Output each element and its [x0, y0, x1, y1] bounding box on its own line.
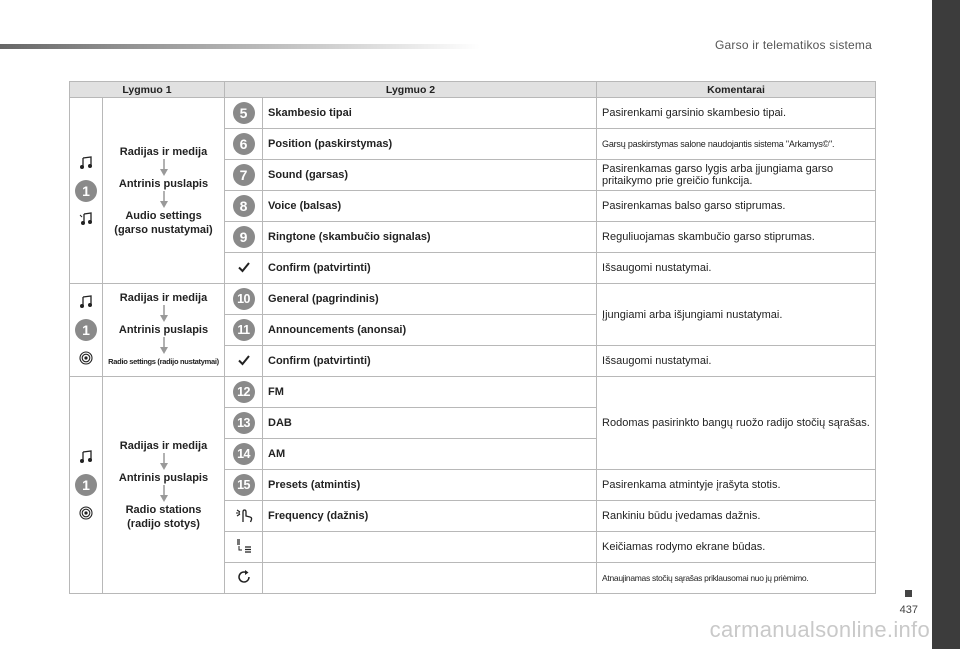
level2-label: Position (paskirstymas) — [263, 129, 597, 160]
watermark: carmanualsonline.info — [709, 617, 930, 642]
group1-icons — [70, 98, 103, 284]
table-row — [70, 284, 876, 315]
comment: Išsaugomi nustatymai. — [597, 346, 876, 377]
arrow-down-icon — [158, 305, 170, 323]
step-badge: 1 — [75, 319, 97, 341]
comment: Pasirenkamas garso lygis arba įjungiama garso pritaikymo prie greičio funkcija. — [597, 160, 876, 191]
level2-label: Voice (balsas) — [263, 191, 597, 222]
radio-waves-icon — [79, 351, 93, 365]
comment: Įjungiami arba išjungiami nustatymai. — [597, 284, 876, 346]
group2-icons — [70, 284, 103, 377]
level2-label: Frequency (dažnis) — [263, 501, 597, 532]
header-comments: Komentarai — [597, 82, 876, 98]
comment: Išsaugomi nustatymai. — [597, 253, 876, 284]
settings-table — [69, 81, 876, 594]
step-badge: 13 — [233, 412, 255, 434]
flow-step: Radijas ir medija — [119, 292, 208, 304]
arrow-down-icon — [158, 337, 170, 355]
group3-icons — [70, 377, 103, 594]
page-number: 437 — [899, 604, 918, 616]
level2-label: Announcements (anonsai) — [263, 315, 597, 346]
level2-label: General (pagrindinis) — [263, 284, 597, 315]
refresh-icon — [236, 569, 252, 585]
flow-step: Radijas ir medija — [119, 440, 208, 452]
comment: Rodomas pasirinkto bangų ruožo radijo stočių sąrašas. — [597, 377, 876, 470]
arrow-down-icon — [158, 159, 170, 177]
table-row — [70, 98, 876, 129]
step-badge: 7 — [233, 164, 255, 186]
level2-label: Sound (garsas) — [263, 160, 597, 191]
group2-flow — [103, 284, 225, 377]
step-badge: 11 — [233, 319, 255, 341]
level2-label: Ringtone (skambučio signalas) — [263, 222, 597, 253]
step-badge: 9 — [233, 226, 255, 248]
comment: Atnaujinamas stočių sąrašas priklausomai nuo jų priėmimo. — [597, 563, 876, 594]
radio-waves-icon — [79, 506, 93, 520]
music-note-icon — [79, 295, 93, 309]
flow-step: Radio stations (radijo stotys) — [125, 504, 202, 530]
step-badge: 6 — [233, 133, 255, 155]
flow-step: Audio settings (garso nustatymai) — [114, 209, 213, 236]
header-level1: Lygmuo 1 — [70, 82, 225, 98]
level2-label: Presets (atmintis) — [263, 470, 597, 501]
hand-touch-icon — [234, 506, 254, 524]
comment: Pasirenkamas balso garso stiprumas. — [597, 191, 876, 222]
level2-label: DAB — [263, 408, 597, 439]
level2-label — [263, 563, 597, 594]
list-mode-icon — [235, 538, 253, 554]
comment: Rankiniu būdu įvedamas dažnis. — [597, 501, 876, 532]
arrow-down-icon — [158, 191, 170, 209]
section-title: Garso ir telematikos sistema — [715, 38, 872, 52]
level2-label — [263, 532, 597, 563]
step-badge: 14 — [233, 443, 255, 465]
step-badge: 5 — [233, 102, 255, 124]
group3-flow — [103, 377, 225, 594]
step-badge: 15 — [233, 474, 255, 496]
check-icon — [238, 354, 250, 366]
flow-step: Radijas ir medija — [119, 145, 208, 158]
group1-flow — [103, 98, 225, 284]
level2-label: Skambesio tipai — [263, 98, 597, 129]
header-level2: Lygmuo 2 — [225, 82, 597, 98]
step-badge: 12 — [233, 381, 255, 403]
flow-step: Antrinis puslapis — [118, 177, 209, 190]
flow-step: Antrinis puslapis — [118, 472, 209, 484]
table-row — [70, 377, 876, 408]
comment: Keičiamas rodymo ekrane būdas. — [597, 532, 876, 563]
level2-label: FM — [263, 377, 597, 408]
arrow-down-icon — [158, 485, 170, 503]
comment: Pasirenkama atmintyje įrašyta stotis. — [597, 470, 876, 501]
arrow-down-icon — [158, 453, 170, 471]
step-badge: 10 — [233, 288, 255, 310]
chapter-tab-band — [932, 0, 960, 649]
flow-step: Antrinis puslapis — [118, 324, 209, 336]
table-header-row — [70, 82, 876, 98]
step-badge: 8 — [233, 195, 255, 217]
check-icon — [238, 261, 250, 273]
comment: Reguliuojamas skambučio garso stiprumas. — [597, 222, 876, 253]
step-badge: 1 — [75, 474, 97, 496]
step-badge: 1 — [75, 180, 97, 202]
comment: Garsų paskirstymas salone naudojantis sistema "Arkamys©". — [597, 129, 876, 160]
header-decor-bar — [0, 44, 480, 49]
level2-label: Confirm (patvirtinti) — [263, 253, 597, 284]
page-marker — [905, 590, 912, 597]
music-note-icon — [79, 450, 93, 464]
comment: Pasirenkami garsinio skambesio tipai. — [597, 98, 876, 129]
music-note-settings-icon — [79, 212, 93, 226]
music-note-icon — [79, 156, 93, 170]
flow-step: Radio settings (radijo nustatymai) — [108, 357, 219, 366]
level2-label: AM — [263, 439, 597, 470]
level2-label: Confirm (patvirtinti) — [263, 346, 597, 377]
